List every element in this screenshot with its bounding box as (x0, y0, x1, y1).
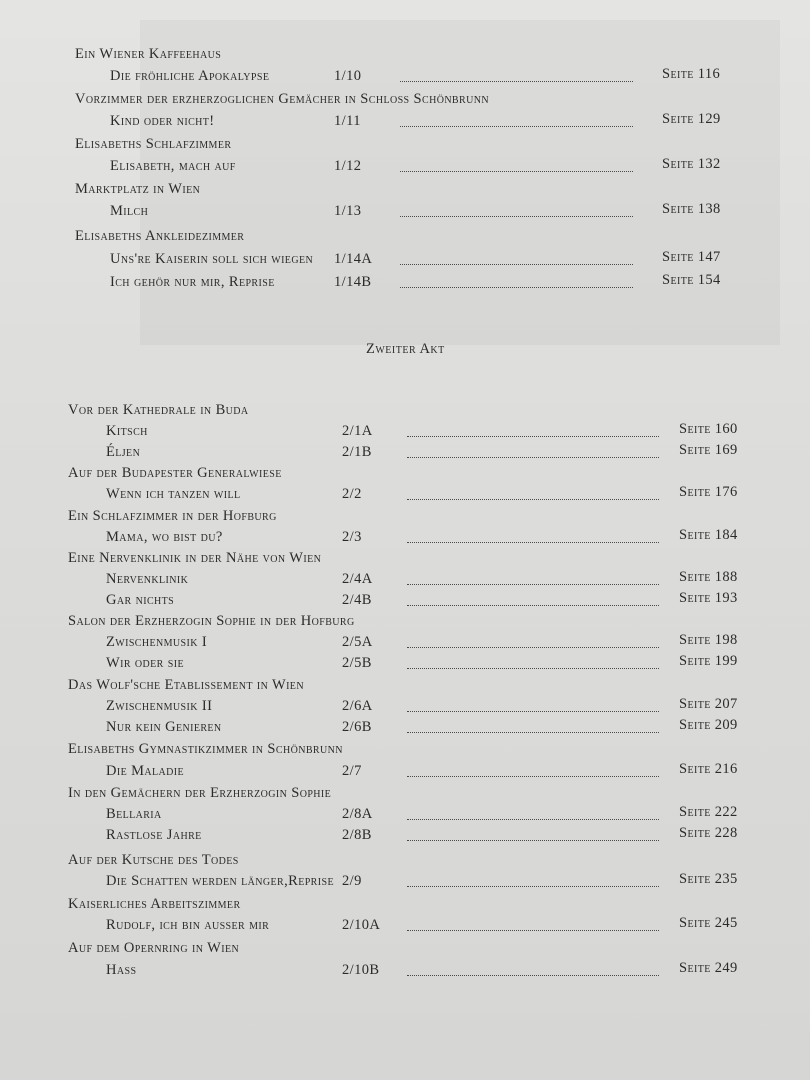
song-number: 1/11 (334, 113, 361, 129)
song-title: Éljen (106, 444, 141, 460)
song-number: 2/6B (342, 719, 372, 735)
song-number: 1/13 (334, 203, 362, 219)
scene-heading: Vor der Kathedrale in Buda (68, 402, 249, 418)
scene-heading: Elisabeths Ankleidezimmer (75, 228, 245, 244)
song-title: Milch (110, 203, 149, 219)
dot-leader (400, 285, 633, 288)
dot-leader (407, 645, 659, 648)
song-title: Nervenklinik (106, 571, 189, 587)
song-title: Die Schatten werden länger,Reprise (106, 873, 334, 889)
page-reference: Seite 188 (679, 569, 738, 585)
dot-leader (407, 603, 659, 606)
song-title: Die fröhliche Apokalypse (110, 68, 270, 84)
song-title: Wenn ich tanzen will (106, 486, 241, 502)
page-reference: Seite 160 (679, 421, 738, 437)
song-number: 2/10A (342, 917, 381, 933)
song-number: 2/4B (342, 592, 372, 608)
page-reference: Seite 154 (662, 272, 721, 288)
scene-heading: Vorzimmer der erzherzoglichen Gemächer in Schloss Schönbrunn (75, 91, 489, 107)
dot-leader (407, 838, 659, 841)
song-number: 2/1A (342, 423, 373, 439)
scene-heading: Ein Wiener Kaffeehaus (75, 46, 222, 62)
scene-heading: Das Wolf'sche Etablissement in Wien (68, 677, 304, 693)
scene-heading: Auf der Kutsche des Todes (68, 852, 239, 868)
song-title: Die Maladie (106, 763, 185, 779)
scene-heading: Auf dem Opernring in Wien (68, 940, 240, 956)
dot-leader (407, 730, 659, 733)
song-title: Kitsch (106, 423, 148, 439)
song-number: 2/10B (342, 962, 380, 978)
song-number: 2/5B (342, 655, 372, 671)
song-number: 2/1B (342, 444, 372, 460)
song-title: Rastlose Jahre (106, 827, 202, 843)
scene-heading: In den Gemächern der Erzherzogin Sophie (68, 785, 332, 801)
scene-heading: Kaiserliches Arbeitszimmer (68, 896, 241, 912)
page-reference: Seite 216 (679, 761, 738, 777)
song-number: 2/4A (342, 571, 373, 587)
dot-leader (407, 455, 659, 458)
page-reference: Seite 235 (679, 871, 738, 887)
scene-heading: Ein Schlafzimmer in der Hofburg (68, 508, 277, 524)
dot-leader (400, 169, 633, 172)
dot-leader (407, 973, 659, 976)
song-title: Bellaria (106, 806, 162, 822)
page-reference: Seite 198 (679, 632, 738, 648)
page-reference: Seite 147 (662, 249, 721, 265)
song-title: Hass (106, 962, 137, 978)
song-number: 1/12 (334, 158, 362, 174)
song-title: Ich gehör nur mir, Reprise (110, 274, 275, 290)
dot-leader (407, 817, 659, 820)
song-title: Zwischenmusik I (106, 634, 208, 650)
page-reference: Seite 209 (679, 717, 738, 733)
page-reference: Seite 222 (679, 804, 738, 820)
song-number: 2/7 (342, 763, 362, 779)
song-title: Mama, wo bist du? (106, 529, 223, 545)
song-title: Elisabeth, mach auf (110, 158, 236, 174)
song-title: Wir oder sie (106, 655, 184, 671)
song-number: 2/6A (342, 698, 373, 714)
dot-leader (407, 928, 659, 931)
scene-heading: Auf der Budapester Generalwiese (68, 465, 282, 481)
dot-leader (407, 497, 659, 500)
page-reference: Seite 249 (679, 960, 738, 976)
dot-leader (407, 582, 659, 585)
page-reference: Seite 132 (662, 156, 721, 172)
song-number: 1/14B (334, 274, 372, 290)
dot-leader (400, 124, 633, 127)
dot-leader (407, 540, 659, 543)
song-number: 2/9 (342, 873, 362, 889)
song-number: 2/8B (342, 827, 372, 843)
scene-heading: Salon der Erzherzogin Sophie in der Hofburg (68, 613, 355, 629)
song-title: Uns're Kaiserin soll sich wiegen (110, 251, 314, 267)
dot-leader (407, 434, 659, 437)
song-title: Kind oder nicht! (110, 113, 215, 129)
song-number: 1/14A (334, 251, 373, 267)
song-number: 1/10 (334, 68, 362, 84)
song-number: 2/3 (342, 529, 362, 545)
dot-leader (407, 774, 659, 777)
song-title: Gar nichts (106, 592, 175, 608)
dot-leader (400, 214, 633, 217)
page-reference: Seite 228 (679, 825, 738, 841)
page-reference: Seite 193 (679, 590, 738, 606)
dot-leader (407, 884, 659, 887)
song-number: 2/5A (342, 634, 373, 650)
scene-heading: Eine Nervenklinik in der Nähe von Wien (68, 550, 322, 566)
page-reference: Seite 184 (679, 527, 738, 543)
dot-leader (400, 262, 633, 265)
scene-heading: Elisabeths Schlafzimmer (75, 136, 232, 152)
song-title: Nur kein Genieren (106, 719, 222, 735)
song-number: 2/8A (342, 806, 373, 822)
page-reference: Seite 116 (662, 66, 721, 82)
page-reference: Seite 138 (662, 201, 721, 217)
song-title: Zwischenmusik II (106, 698, 213, 714)
page-reference: Seite 129 (662, 111, 721, 127)
scene-heading: Elisabeths Gymnastikzimmer in Schönbrunn (68, 741, 343, 757)
dot-leader (400, 79, 633, 82)
dot-leader (407, 666, 659, 669)
dot-leader (407, 709, 659, 712)
song-number: 2/2 (342, 486, 362, 502)
page-reference: Seite 199 (679, 653, 738, 669)
scene-heading: Marktplatz in Wien (75, 181, 201, 197)
page-reference: Seite 176 (679, 484, 738, 500)
page-reference: Seite 245 (679, 915, 738, 931)
song-title: Rudolf, ich bin ausser mir (106, 917, 270, 933)
act-2-heading: Zweiter Akt (366, 341, 445, 357)
page-reference: Seite 207 (679, 696, 738, 712)
page-reference: Seite 169 (679, 442, 738, 458)
